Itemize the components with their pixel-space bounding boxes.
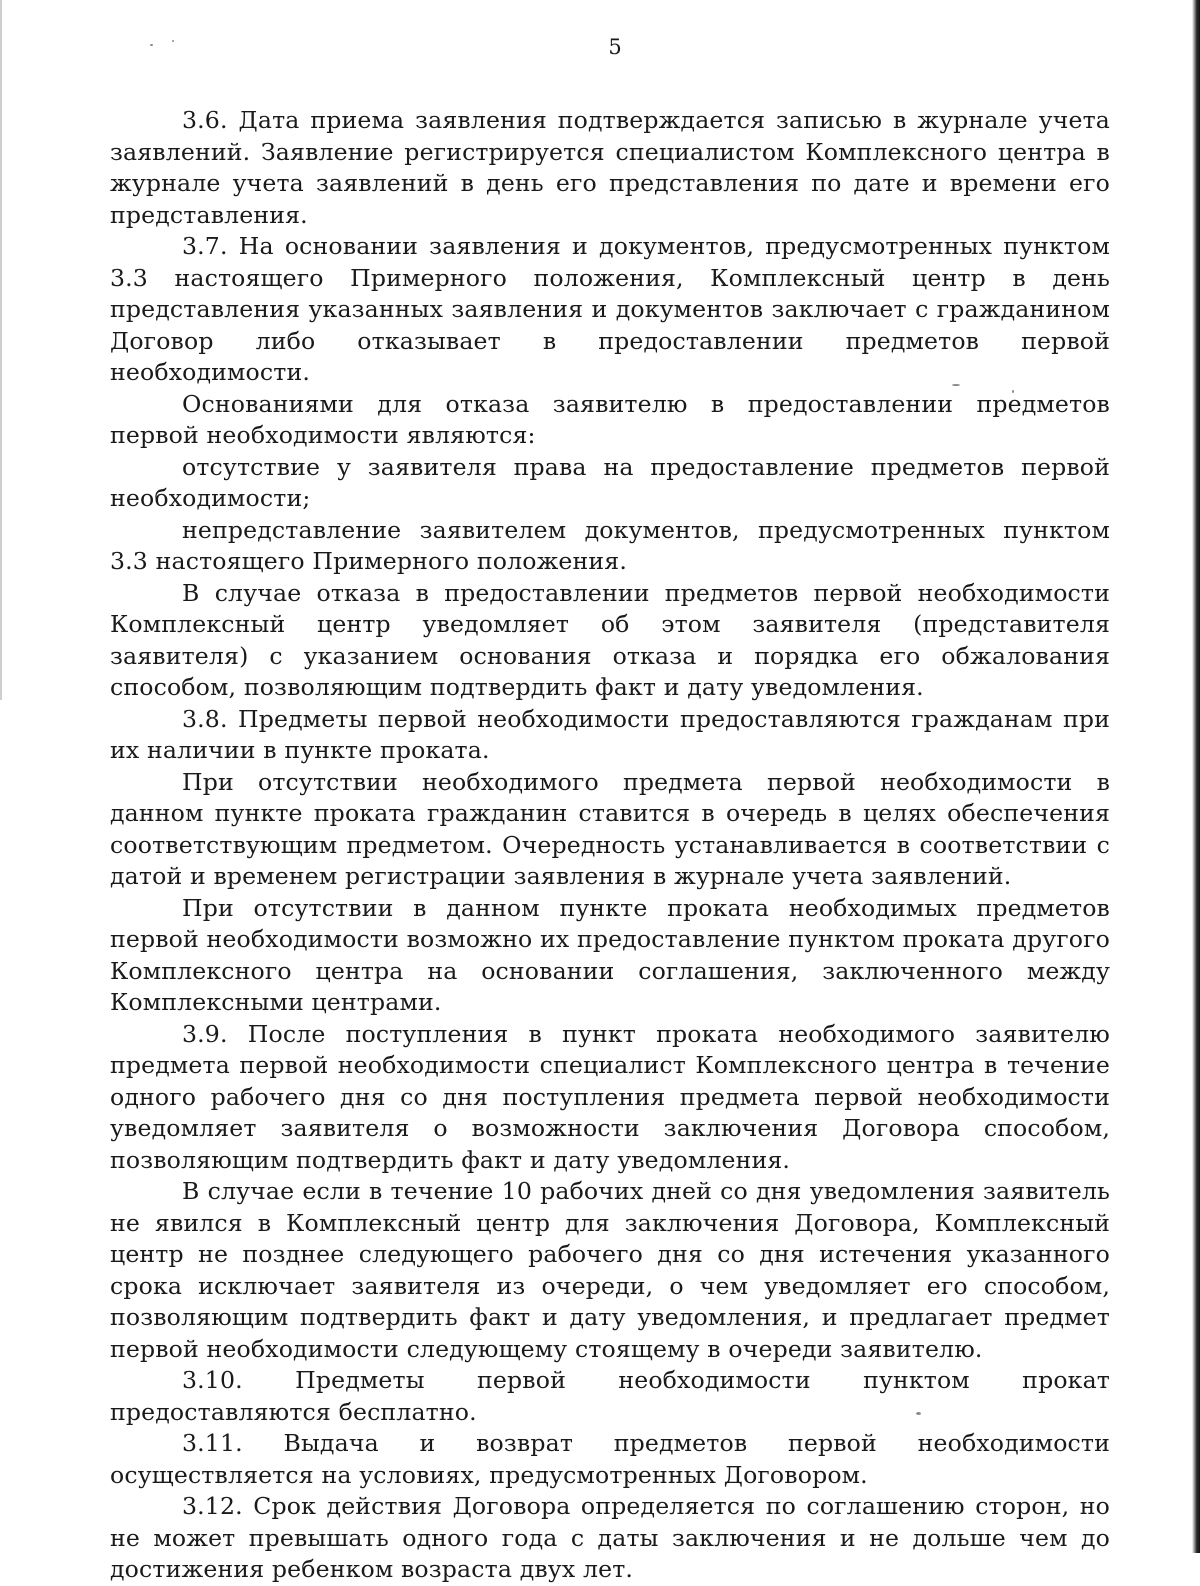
paragraph-3-7: 3.7. На основании заявления и документов, предусмотренных пунктом 3.3 настоящего Примерного положения, Комплексный центр в день представления указанных заявления и документов заключает с гражданином Договор либо отказывает в предоставлении предметов первой необходимости.: [110, 232, 1110, 386]
page-number: 5: [608, 35, 622, 59]
paragraph-refusal-ground-1: отсутствие у заявителя права на предоставление предметов первой необходимости;: [110, 452, 1110, 512]
paragraph-refusal-notice: В случае отказа в предоставлении предметов первой необходимости Комплексный центр уведомляет об этом заявителя (представителя заявителя) с указанием основания отказа и порядка его обжалования способом, позволяющим подтвердить факт и дату уведомления.: [110, 578, 1110, 701]
paragraph-3-9: 3.9. После поступления в пункт проката необходимого заявителю предмета первой необходимости специалист Комплексного центра в течение одного рабочего дня со дня поступления предмета первой необходимости уведомляет заявителя о возможности заключения Договора способом, позволяющим подтвердить факт и дату уведомления.: [110, 1019, 1110, 1174]
paragraph-3-11: 3.11. Выдача и возврат предметов первой необходимости осуществляется на условиях, предусмотренных Договором.: [110, 1429, 1110, 1489]
scan-edge-right: [1192, 0, 1200, 1553]
paragraph-other-center: При отсутствии в данном пункте проката необходимых предметов первой необходимости возможно их предоставление пунктом проката другого Комплексного центра на основании соглашения, заключенного между Комплексными центрами.: [110, 893, 1110, 1016]
paragraph-refusal-ground-2: непредставление заявителем документов, предусмотренных пунктом 3.3 настоящего Примерного положения.: [110, 515, 1110, 575]
paragraph-3-8: 3.8. Предметы первой необходимости предоставляются гражданам при их наличии в пункте проката.: [110, 704, 1110, 764]
paragraph-3-10: 3.10. Предметы первой необходимости пунктом прокат предоставляются бесплатно.: [110, 1366, 1110, 1426]
paragraph-refusal-grounds: Основаниями для отказа заявителю в предоставлении предметов первой необходимости являются:: [110, 389, 1110, 449]
paragraph-queue: При отсутствии необходимого предмета первой необходимости в данном пункте проката гражданин ставится в очередь в целях обеспечения соответствующим предметом. Очередность устанавливается в соответствии с датой и временем регистрации заявления в журнале учета заявлений.: [110, 767, 1110, 890]
paragraph-3-6: 3.6. Дата приема заявления подтверждается записью в журнале учета заявлений. Заявление регистрируется специалистом Комплексного центра в журнале учета заявлений в день его представления по дате и времени его представления.: [110, 106, 1110, 229]
paragraph-queue-exclusion: В случае если в течение 10 рабочих дней со дня уведомления заявитель не явился в Комплексный центр для заключения Договора, Комплексный центр не позднее следующего рабочего дня со дня истечения указанного срока исключает заявителя из очереди, о чем уведомляет его способом, позволяющим подтвердить факт и дату уведомления, и предлагает предмет первой необходимости следующему стоящему в очереди заявителю.: [110, 1177, 1110, 1363]
scan-edge-left: [0, 0, 2, 700]
paragraph-3-12: 3.12. Срок действия Договора определяется по соглашению сторон, но не может превышать одного года с даты заключения и не дольше чем до достижения ребенком возраста двух лет.: [110, 1492, 1110, 1583]
document-body: [110, 105, 1110, 1586]
